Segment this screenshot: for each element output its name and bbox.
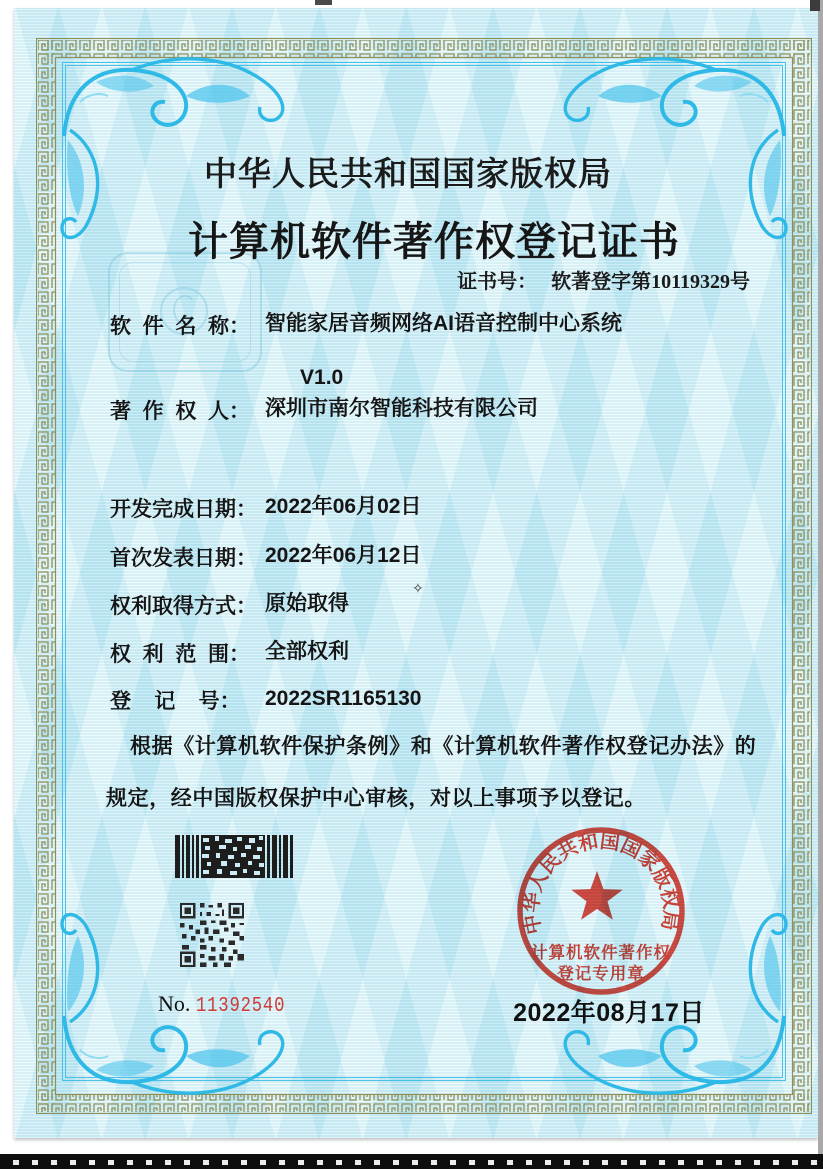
qr-code — [180, 903, 244, 967]
serial-number: 11392540 — [196, 995, 286, 1018]
statement-line2: 规定，经中国版权保护中心审核，对以上事项予以登记。 — [106, 787, 646, 810]
field-row-registration-number — [110, 685, 422, 715]
field-row-rights-scope — [110, 638, 349, 668]
field-row-dev-complete-date — [110, 493, 421, 523]
field-row-software-name — [110, 310, 622, 391]
serial-prefix: No. — [158, 991, 191, 1016]
registration-number: 2022SR1165130 — [265, 687, 422, 710]
field-label: 开发完成日期： — [110, 498, 257, 521]
field-label: 著 作 权 人： — [110, 400, 251, 423]
serial-number-line — [158, 991, 305, 1018]
seal-text-line2: 登记专用章 — [557, 965, 645, 983]
decorative-border-frame — [36, 38, 812, 1114]
cursor-artifact: ✧ — [412, 580, 424, 596]
field-label: 首次发表日期： — [110, 547, 257, 570]
seal-text-line1: 计算机软件著作权 — [531, 944, 671, 962]
acquire-method: 原始取得 — [265, 592, 349, 615]
field-label: 权 利 范 围： — [110, 643, 251, 666]
official-seal — [511, 821, 691, 1001]
certificate-title: 计算机软件著作权登记证书 — [188, 219, 680, 264]
statement-line1: 根据《计算机软件保护条例》和《计算机软件著作权登记办法》的 — [130, 735, 757, 758]
dev-complete-date: 2022年06月02日 — [265, 495, 422, 518]
software-name: 智能家居音频网络AI语音控制中心系统 — [265, 312, 622, 335]
copyright-owner: 深圳市南尔智能科技有限公司 — [265, 397, 538, 420]
certificate-number-label: 证书号： — [457, 271, 538, 293]
field-label: 权利取得方式： — [110, 595, 257, 618]
seal-star — [571, 871, 622, 920]
pdf417-barcode — [175, 835, 293, 878]
field-label: 登 记 号： — [110, 690, 241, 713]
first-publish-date: 2022年06月12日 — [265, 544, 422, 567]
certificate-number-value: 软著登字第10119329号 — [551, 271, 750, 293]
authority-title: 中华人民共和国国家版权局 — [204, 157, 612, 193]
scan-fragment-top — [315, 0, 332, 5]
field-row-first-publish-date — [110, 542, 421, 572]
scan-edge-bottom — [0, 1154, 823, 1169]
scan-edge-right — [818, 0, 823, 1169]
certificate-page — [14, 8, 818, 1138]
software-version: V1.0 — [300, 366, 344, 389]
seal-ring-text: 中华人民共和国国家版权局 — [520, 830, 682, 937]
issue-date: 2022年08月17日 — [513, 999, 705, 1027]
field-row-acquire-method — [110, 590, 349, 620]
field-value — [265, 310, 622, 391]
scan-fragment-top-right — [810, 0, 820, 11]
field-row-copyright-owner — [110, 395, 538, 425]
field-label: 软 件 名 称： — [110, 315, 251, 338]
rights-scope: 全部权利 — [265, 640, 349, 663]
certificate-number-line — [457, 265, 750, 294]
